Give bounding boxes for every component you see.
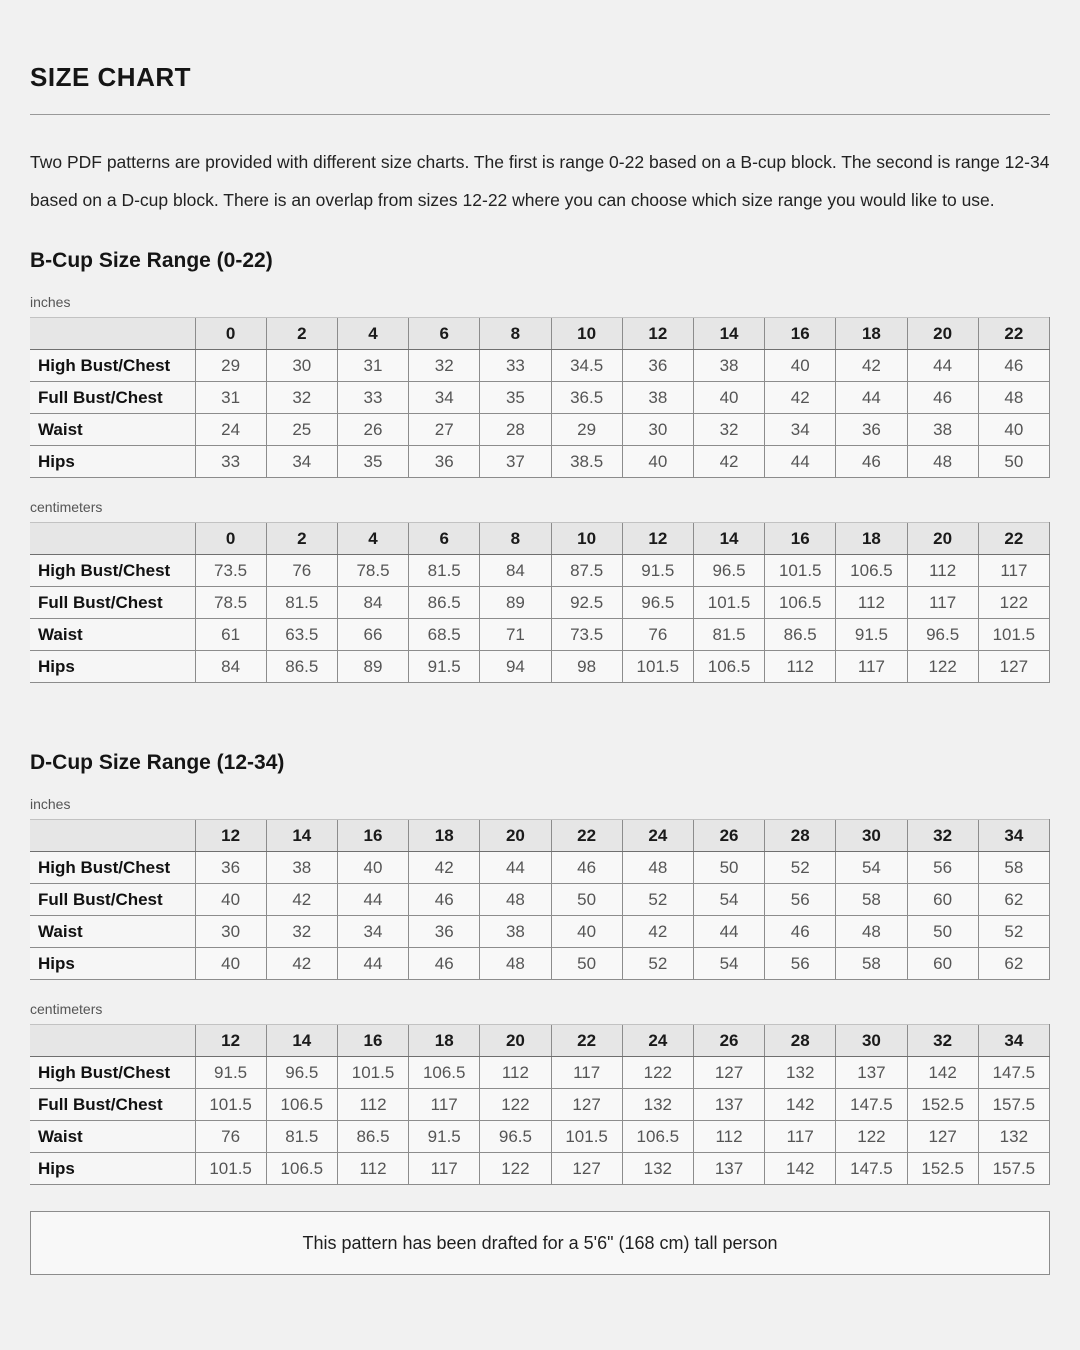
size-header-cell: 16 [337,820,408,852]
measurement-cell: 48 [480,884,551,916]
measurement-cell: 62 [978,948,1049,980]
measurement-cell: 91.5 [622,555,693,587]
size-header-cell: 14 [266,1025,337,1057]
measurement-cell: 101.5 [195,1153,266,1185]
measurement-cell: 48 [480,948,551,980]
measurement-cell: 58 [836,948,907,980]
measurement-cell: 112 [765,651,836,683]
measurement-cell: 50 [907,916,978,948]
measurement-cell: 44 [907,350,978,382]
measurement-cell: 132 [622,1089,693,1121]
measurement-cell: 76 [622,619,693,651]
size-header-cell: 22 [551,820,622,852]
measurement-cell: 81.5 [409,555,480,587]
measurement-cell: 42 [409,852,480,884]
size-table [30,317,1050,478]
measurement-cell: 147.5 [836,1089,907,1121]
row-label: High Bust/Chest [30,852,195,884]
size-header-cell: 28 [765,820,836,852]
row-label: High Bust/Chest [30,1057,195,1089]
size-header-cell: 30 [836,820,907,852]
measurement-cell: 44 [480,852,551,884]
size-header-cell: 16 [765,318,836,350]
table-row [30,884,1050,916]
size-header-row [30,820,1050,852]
measurement-cell: 132 [978,1121,1049,1153]
table-row [30,651,1050,683]
measurement-cell: 91.5 [409,651,480,683]
size-table [30,819,1050,980]
size-header-row [30,318,1050,350]
size-header-cell: 10 [551,318,622,350]
measurement-cell: 46 [551,852,622,884]
size-header-cell: 24 [622,1025,693,1057]
measurement-cell: 32 [409,350,480,382]
measurement-cell: 36.5 [551,382,622,414]
size-header-cell: 22 [551,1025,622,1057]
measurement-cell: 30 [266,350,337,382]
measurement-cell: 117 [907,587,978,619]
row-label: Hips [30,446,195,478]
measurement-cell: 84 [195,651,266,683]
size-header-cell: 24 [622,820,693,852]
measurement-cell: 106.5 [409,1057,480,1089]
size-header-row [30,523,1050,555]
measurement-cell: 62 [978,884,1049,916]
size-header-cell: 32 [907,820,978,852]
measurement-cell: 94 [480,651,551,683]
measurement-cell: 157.5 [978,1153,1049,1185]
measurement-cell: 37 [480,446,551,478]
measurement-cell: 81.5 [266,1121,337,1153]
table-row [30,555,1050,587]
size-header-cell: 14 [693,318,764,350]
measurement-cell: 44 [836,382,907,414]
sections [30,249,1050,1185]
size-header-cell: 20 [480,820,551,852]
measurement-cell: 112 [693,1121,764,1153]
measurement-cell: 127 [978,651,1049,683]
measurement-cell: 31 [195,382,266,414]
measurement-cell: 54 [693,884,764,916]
measurement-cell: 36 [195,852,266,884]
measurement-cell: 33 [195,446,266,478]
measurement-cell: 68.5 [409,619,480,651]
measurement-cell: 96.5 [622,587,693,619]
measurement-cell: 40 [693,382,764,414]
measurement-cell: 25 [266,414,337,446]
size-header-cell: 14 [266,820,337,852]
measurement-cell: 50 [693,852,764,884]
measurement-cell: 35 [337,446,408,478]
measurement-cell: 34 [409,382,480,414]
row-label: Waist [30,916,195,948]
measurement-cell: 112 [337,1153,408,1185]
measurement-cell: 40 [765,350,836,382]
size-header-cell: 0 [195,318,266,350]
table-row [30,852,1050,884]
size-header-cell: 12 [622,523,693,555]
measurement-cell: 40 [337,852,408,884]
row-label: Full Bust/Chest [30,884,195,916]
row-label: High Bust/Chest [30,350,195,382]
measurement-cell: 142 [765,1153,836,1185]
measurement-cell: 40 [195,948,266,980]
size-header-cell: 2 [266,523,337,555]
measurement-cell: 73.5 [551,619,622,651]
size-header-cell: 8 [480,523,551,555]
measurement-cell: 117 [409,1089,480,1121]
measurement-cell: 42 [622,916,693,948]
size-header-cell: 12 [622,318,693,350]
measurement-cell: 96.5 [480,1121,551,1153]
measurement-cell: 78.5 [337,555,408,587]
table-row [30,446,1050,478]
measurement-cell: 40 [551,916,622,948]
measurement-cell: 46 [907,382,978,414]
measurement-cell: 50 [551,884,622,916]
measurement-cell: 106.5 [836,555,907,587]
measurement-cell: 35 [480,382,551,414]
row-label: Hips [30,651,195,683]
row-label: Waist [30,414,195,446]
measurement-cell: 32 [266,382,337,414]
measurement-cell: 127 [551,1089,622,1121]
measurement-cell: 86.5 [337,1121,408,1153]
measurement-cell: 96.5 [907,619,978,651]
measurement-cell: 58 [978,852,1049,884]
measurement-cell: 101.5 [622,651,693,683]
measurement-cell: 33 [480,350,551,382]
size-header-cell: 34 [978,820,1049,852]
measurement-cell: 63.5 [266,619,337,651]
measurement-cell: 106.5 [266,1153,337,1185]
page-title: SIZE CHART [30,62,191,92]
measurement-cell: 54 [693,948,764,980]
measurement-cell: 76 [266,555,337,587]
measurement-cell: 96.5 [693,555,764,587]
measurement-cell: 122 [978,587,1049,619]
measurement-cell: 157.5 [978,1089,1049,1121]
measurement-cell: 152.5 [907,1153,978,1185]
corner-cell [30,318,195,350]
measurement-cell: 36 [409,916,480,948]
corner-cell [30,1025,195,1057]
measurement-cell: 61 [195,619,266,651]
table-row [30,1121,1050,1153]
table-row [30,1089,1050,1121]
measurement-cell: 147.5 [836,1153,907,1185]
measurement-cell: 48 [978,382,1049,414]
table-row [30,382,1050,414]
measurement-cell: 73.5 [195,555,266,587]
size-table [30,522,1050,683]
measurement-cell: 46 [409,948,480,980]
measurement-cell: 40 [622,446,693,478]
measurement-cell: 91.5 [195,1057,266,1089]
measurement-cell: 112 [337,1089,408,1121]
measurement-cell: 127 [693,1057,764,1089]
measurement-cell: 40 [978,414,1049,446]
row-label: Waist [30,619,195,651]
measurement-cell: 60 [907,948,978,980]
table-row [30,1153,1050,1185]
measurement-cell: 101.5 [337,1057,408,1089]
measurement-cell: 56 [765,884,836,916]
measurement-cell: 86.5 [266,651,337,683]
measurement-cell: 81.5 [693,619,764,651]
measurement-cell: 117 [409,1153,480,1185]
measurement-cell: 52 [978,916,1049,948]
measurement-cell: 132 [622,1153,693,1185]
size-header-cell: 0 [195,523,266,555]
measurement-cell: 66 [337,619,408,651]
measurement-cell: 36 [836,414,907,446]
measurement-cell: 24 [195,414,266,446]
measurement-cell: 106.5 [693,651,764,683]
measurement-cell: 89 [337,651,408,683]
measurement-cell: 101.5 [765,555,836,587]
measurement-cell: 29 [551,414,622,446]
measurement-cell: 122 [622,1057,693,1089]
size-header-cell: 6 [409,318,480,350]
measurement-cell: 38 [907,414,978,446]
measurement-cell: 54 [836,852,907,884]
table-row [30,948,1050,980]
measurement-cell: 106.5 [765,587,836,619]
measurement-cell: 152.5 [907,1089,978,1121]
measurement-cell: 58 [836,884,907,916]
measurement-cell: 33 [337,382,408,414]
measurement-cell: 48 [907,446,978,478]
measurement-cell: 31 [337,350,408,382]
size-header-cell: 22 [978,523,1049,555]
size-header-cell: 10 [551,523,622,555]
measurement-cell: 101.5 [195,1089,266,1121]
measurement-cell: 44 [337,884,408,916]
measurement-cell: 92.5 [551,587,622,619]
size-header-cell: 26 [693,1025,764,1057]
row-label: Full Bust/Chest [30,1089,195,1121]
measurement-cell: 38 [693,350,764,382]
measurement-cell: 52 [622,948,693,980]
section-heading: B-Cup Size Range (0-22) [30,249,273,272]
corner-cell [30,820,195,852]
measurement-cell: 38 [266,852,337,884]
measurement-cell: 87.5 [551,555,622,587]
measurement-cell: 122 [907,651,978,683]
measurement-cell: 117 [551,1057,622,1089]
measurement-cell: 50 [978,446,1049,478]
measurement-cell: 106.5 [622,1121,693,1153]
measurement-cell: 30 [195,916,266,948]
table-row [30,414,1050,446]
measurement-cell: 44 [693,916,764,948]
size-header-cell: 26 [693,820,764,852]
size-header-cell: 28 [765,1025,836,1057]
measurement-cell: 98 [551,651,622,683]
measurement-cell: 147.5 [978,1057,1049,1089]
measurement-cell: 56 [765,948,836,980]
measurement-cell: 44 [337,948,408,980]
footer-note-text: This pattern has been drafted for a 5'6" (168 cm) tall person [302,1232,778,1253]
measurement-cell: 42 [765,382,836,414]
measurement-cell: 112 [836,587,907,619]
measurement-cell: 34 [765,414,836,446]
measurement-cell: 56 [907,852,978,884]
measurement-cell: 38 [622,382,693,414]
measurement-cell: 84 [480,555,551,587]
corner-cell [30,523,195,555]
size-table [30,1024,1050,1185]
measurement-cell: 89 [480,587,551,619]
measurement-cell: 42 [836,350,907,382]
size-header-cell: 6 [409,523,480,555]
measurement-cell: 81.5 [266,587,337,619]
measurement-cell: 84 [337,587,408,619]
unit-label: inches [30,294,71,310]
measurement-cell: 101.5 [693,587,764,619]
measurement-cell: 101.5 [978,619,1049,651]
measurement-cell: 132 [765,1057,836,1089]
measurement-cell: 117 [836,651,907,683]
size-header-cell: 18 [409,820,480,852]
measurement-cell: 112 [907,555,978,587]
size-header-cell: 20 [480,1025,551,1057]
table-row [30,1057,1050,1089]
row-label: Full Bust/Chest [30,382,195,414]
measurement-cell: 137 [693,1089,764,1121]
size-header-cell: 12 [195,1025,266,1057]
measurement-cell: 40 [195,884,266,916]
row-label: Hips [30,1153,195,1185]
size-header-cell: 18 [836,523,907,555]
measurement-cell: 86.5 [765,619,836,651]
measurement-cell: 117 [765,1121,836,1153]
measurement-cell: 42 [693,446,764,478]
size-header-cell: 14 [693,523,764,555]
unit-label: inches [30,796,71,812]
measurement-cell: 91.5 [836,619,907,651]
measurement-cell: 44 [765,446,836,478]
measurement-cell: 30 [622,414,693,446]
measurement-cell: 42 [266,884,337,916]
measurement-cell: 48 [622,852,693,884]
size-header-cell: 18 [836,318,907,350]
measurement-cell: 76 [195,1121,266,1153]
footer-note [30,1211,1050,1275]
measurement-cell: 52 [765,852,836,884]
size-header-row [30,1025,1050,1057]
measurement-cell: 34.5 [551,350,622,382]
measurement-cell: 71 [480,619,551,651]
measurement-cell: 27 [409,414,480,446]
measurement-cell: 32 [266,916,337,948]
size-header-cell: 30 [836,1025,907,1057]
row-label: Hips [30,948,195,980]
measurement-cell: 91.5 [409,1121,480,1153]
measurement-cell: 29 [195,350,266,382]
row-label: Full Bust/Chest [30,587,195,619]
size-header-cell: 22 [978,318,1049,350]
measurement-cell: 137 [836,1057,907,1089]
size-header-cell: 2 [266,318,337,350]
title-divider [30,114,1050,115]
row-label: Waist [30,1121,195,1153]
size-header-cell: 4 [337,318,408,350]
measurement-cell: 142 [765,1089,836,1121]
measurement-cell: 142 [907,1057,978,1089]
measurement-cell: 42 [266,948,337,980]
measurement-cell: 86.5 [409,587,480,619]
size-header-cell: 8 [480,318,551,350]
measurement-cell: 34 [337,916,408,948]
measurement-cell: 32 [693,414,764,446]
size-header-cell: 16 [765,523,836,555]
measurement-cell: 38 [480,916,551,948]
size-header-cell: 32 [907,1025,978,1057]
measurement-cell: 46 [836,446,907,478]
table-row [30,587,1050,619]
size-header-cell: 18 [409,1025,480,1057]
size-header-cell: 20 [907,523,978,555]
table-row [30,350,1050,382]
measurement-cell: 122 [480,1153,551,1185]
measurement-cell: 60 [907,884,978,916]
measurement-cell: 36 [409,446,480,478]
unit-label: centimeters [30,499,103,515]
size-header-cell: 4 [337,523,408,555]
measurement-cell: 48 [836,916,907,948]
measurement-cell: 127 [551,1153,622,1185]
measurement-cell: 46 [978,350,1049,382]
measurement-cell: 36 [622,350,693,382]
measurement-cell: 52 [622,884,693,916]
size-header-cell: 16 [337,1025,408,1057]
section-heading: D-Cup Size Range (12-34) [30,751,285,774]
measurement-cell: 46 [765,916,836,948]
table-row [30,916,1050,948]
measurement-cell: 26 [337,414,408,446]
intro-paragraph: Two PDF patterns are provided with different size charts. The first is range 0-22 based on a B-cup block. The second is range 12-34 based on a D-cup block. There is an overlap from sizes 12-22 where you can choose which size range you would like to use. [30,152,1050,210]
row-label: High Bust/Chest [30,555,195,587]
measurement-cell: 96.5 [266,1057,337,1089]
measurement-cell: 78.5 [195,587,266,619]
measurement-cell: 46 [409,884,480,916]
measurement-cell: 28 [480,414,551,446]
unit-label: centimeters [30,1001,103,1017]
measurement-cell: 112 [480,1057,551,1089]
measurement-cell: 127 [907,1121,978,1153]
table-row [30,619,1050,651]
measurement-cell: 34 [266,446,337,478]
measurement-cell: 101.5 [551,1121,622,1153]
measurement-cell: 122 [480,1089,551,1121]
size-header-cell: 34 [978,1025,1049,1057]
size-header-cell: 20 [907,318,978,350]
measurement-cell: 122 [836,1121,907,1153]
measurement-cell: 50 [551,948,622,980]
measurement-cell: 137 [693,1153,764,1185]
measurement-cell: 117 [978,555,1049,587]
measurement-cell: 38.5 [551,446,622,478]
measurement-cell: 106.5 [266,1089,337,1121]
size-header-cell: 12 [195,820,266,852]
